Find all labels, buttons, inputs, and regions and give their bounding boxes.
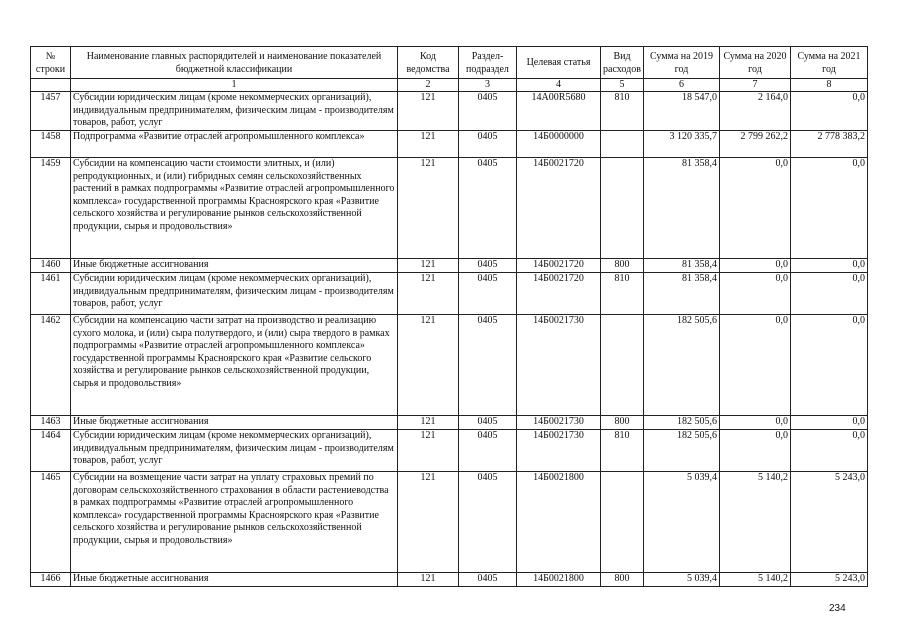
column-number: 2 [398,79,459,92]
header-row [31,47,868,79]
row-sum-2021: 0,0 [791,416,868,430]
row-target: 14А00R5680 [517,92,601,131]
row-sum-2019: 5 039,4 [644,573,720,587]
header-sum-2021: Сумма на 2021 год [791,47,868,79]
row-section: 0405 [459,315,517,416]
row-target: 14Б0021730 [517,430,601,472]
row-sum-2021: 0,0 [791,315,868,416]
row-dept: 121 [398,131,459,158]
row-section: 0405 [459,430,517,472]
table-row [31,416,868,430]
row-dept: 121 [398,273,459,315]
row-section: 0405 [459,472,517,573]
row-kind: 810 [601,92,644,131]
header-dept-code: Код ведомства [398,47,459,79]
table-row [31,430,868,472]
header-target-item: Целевая статья [517,47,601,79]
row-sum-2021: 0,0 [791,273,868,315]
row-target: 14Б0021720 [517,259,601,273]
row-sum-2020: 2 799 262,2 [720,131,791,158]
row-sum-2021: 5 243,0 [791,472,868,573]
row-kind [601,158,644,259]
column-number-row [31,79,868,92]
row-sum-2019: 182 505,6 [644,430,720,472]
row-dept: 121 [398,158,459,259]
row-target: 14Б0000000 [517,131,601,158]
row-number: 1460 [31,259,71,273]
row-sum-2020: 5 140,2 [720,472,791,573]
row-number: 1464 [31,430,71,472]
page-number: 234 [829,603,846,614]
row-sum-2019: 182 505,6 [644,416,720,430]
column-number: 5 [601,79,644,92]
row-target: 14Б0021730 [517,416,601,430]
row-sum-2019: 81 358,4 [644,259,720,273]
row-section: 0405 [459,131,517,158]
row-dept: 121 [398,92,459,131]
row-sum-2020: 0,0 [720,315,791,416]
row-sum-2020: 0,0 [720,416,791,430]
column-number [31,79,71,92]
row-sum-2019: 18 547,0 [644,92,720,131]
row-kind: 810 [601,273,644,315]
row-dept: 121 [398,573,459,587]
row-kind [601,131,644,158]
row-sum-2021: 2 778 383,2 [791,131,868,158]
header-name: Наименование главных распорядителей и наименование показателей бюджетной классификации [71,47,398,79]
table-row [31,273,868,315]
row-sum-2020: 2 164,0 [720,92,791,131]
column-number: 6 [644,79,720,92]
row-name: Субсидии юридическим лицам (кроме некоммерческих организаций), индивидуальным предпринимателям, физическим лицам - производителям товаров, работ, услуг [71,430,398,472]
row-number: 1461 [31,273,71,315]
table-row [31,92,868,131]
table-row [31,158,868,259]
table-row [31,573,868,587]
row-sum-2019: 81 358,4 [644,158,720,259]
row-section: 0405 [459,273,517,315]
row-name: Подпрограмма «Развитие отраслей агропромышленного комплекса» [71,131,398,158]
column-number: 3 [459,79,517,92]
column-number: 7 [720,79,791,92]
header-sum-2019: Сумма на 2019 год [644,47,720,79]
column-number: 4 [517,79,601,92]
row-name: Иные бюджетные ассигнования [71,259,398,273]
row-number: 1466 [31,573,71,587]
row-section: 0405 [459,259,517,273]
row-sum-2021: 0,0 [791,92,868,131]
row-kind: 800 [601,416,644,430]
row-sum-2019: 5 039,4 [644,472,720,573]
row-kind [601,315,644,416]
row-dept: 121 [398,315,459,416]
row-sum-2021: 5 243,0 [791,573,868,587]
table-row [31,259,868,273]
row-number: 1463 [31,416,71,430]
header-row-number: № строки [31,47,71,79]
row-dept: 121 [398,416,459,430]
budget-table [30,46,868,587]
row-sum-2020: 0,0 [720,430,791,472]
row-target: 14Б0021800 [517,472,601,573]
row-name: Субсидии на возмещение части затрат на уплату страховых премий по договорам сельскохозяйственного страхования в области растениеводства в рамках подпрограммы «Развитие отраслей агропромышленного комплекса» государственной программы Красноярского края «Развитие сельского хозяйства и регулирование рынков сельскохозяйственной продукции, сырья и продовольствия» [71,472,398,573]
row-target: 14Б0021720 [517,273,601,315]
row-number: 1462 [31,315,71,416]
row-section: 0405 [459,158,517,259]
column-number: 1 [71,79,398,92]
column-number: 8 [791,79,868,92]
row-sum-2020: 5 140,2 [720,573,791,587]
row-name: Субсидии на компенсацию части затрат на производство и реализацию сухого молока, и (или) сыра полутвердого, и (или) сыра твердого в рамках подпрограммы «Развитие отраслей агропромышленного комплекса» государственной программы Красноярского края «Развитие сельского хозяйства и регулирование рынков сельскохозяйственной продукции, сырья и продовольствия» [71,315,398,416]
row-name: Иные бюджетные ассигнования [71,416,398,430]
row-sum-2020: 0,0 [720,158,791,259]
row-name: Иные бюджетные ассигнования [71,573,398,587]
row-dept: 121 [398,472,459,573]
header-sum-2020: Сумма на 2020 год [720,47,791,79]
row-kind [601,472,644,573]
row-dept: 121 [398,430,459,472]
row-target: 14Б0021730 [517,315,601,416]
row-section: 0405 [459,92,517,131]
row-number: 1459 [31,158,71,259]
row-sum-2019: 182 505,6 [644,315,720,416]
row-target: 14Б0021720 [517,158,601,259]
header-section: Раздел-подраздел [459,47,517,79]
header-expense-kind: Вид расходов [601,47,644,79]
table-row [31,472,868,573]
row-sum-2019: 3 120 335,7 [644,131,720,158]
row-sum-2021: 0,0 [791,259,868,273]
table-row [31,131,868,158]
row-sum-2020: 0,0 [720,273,791,315]
row-kind: 800 [601,259,644,273]
row-sum-2019: 81 358,4 [644,273,720,315]
row-name: Субсидии юридическим лицам (кроме некоммерческих организаций), индивидуальным предпринимателям, физическим лицам - производителям товаров, работ, услуг [71,92,398,131]
table-row [31,315,868,416]
row-kind: 810 [601,430,644,472]
row-dept: 121 [398,259,459,273]
row-sum-2021: 0,0 [791,430,868,472]
row-sum-2020: 0,0 [720,259,791,273]
row-target: 14Б0021800 [517,573,601,587]
row-number: 1465 [31,472,71,573]
row-sum-2021: 0,0 [791,158,868,259]
row-kind: 800 [601,573,644,587]
row-section: 0405 [459,416,517,430]
row-name: Субсидии на компенсацию части стоимости элитных, и (или) репродукционных, и (или) гибридных семян сельскохозяйственных растений в рамках подпрограммы «Развитие отраслей агропромышленного комплекса» государственной программы Красноярского края «Развитие сельского хозяйства и регулирование рынков сельскохозяйственной продукции, сырья и продовольствия» [71,158,398,259]
row-number: 1458 [31,131,71,158]
row-number: 1457 [31,92,71,131]
row-name: Субсидии юридическим лицам (кроме некоммерческих организаций), индивидуальным предпринимателям, физическим лицам - производителям товаров, работ, услуг [71,273,398,315]
row-section: 0405 [459,573,517,587]
